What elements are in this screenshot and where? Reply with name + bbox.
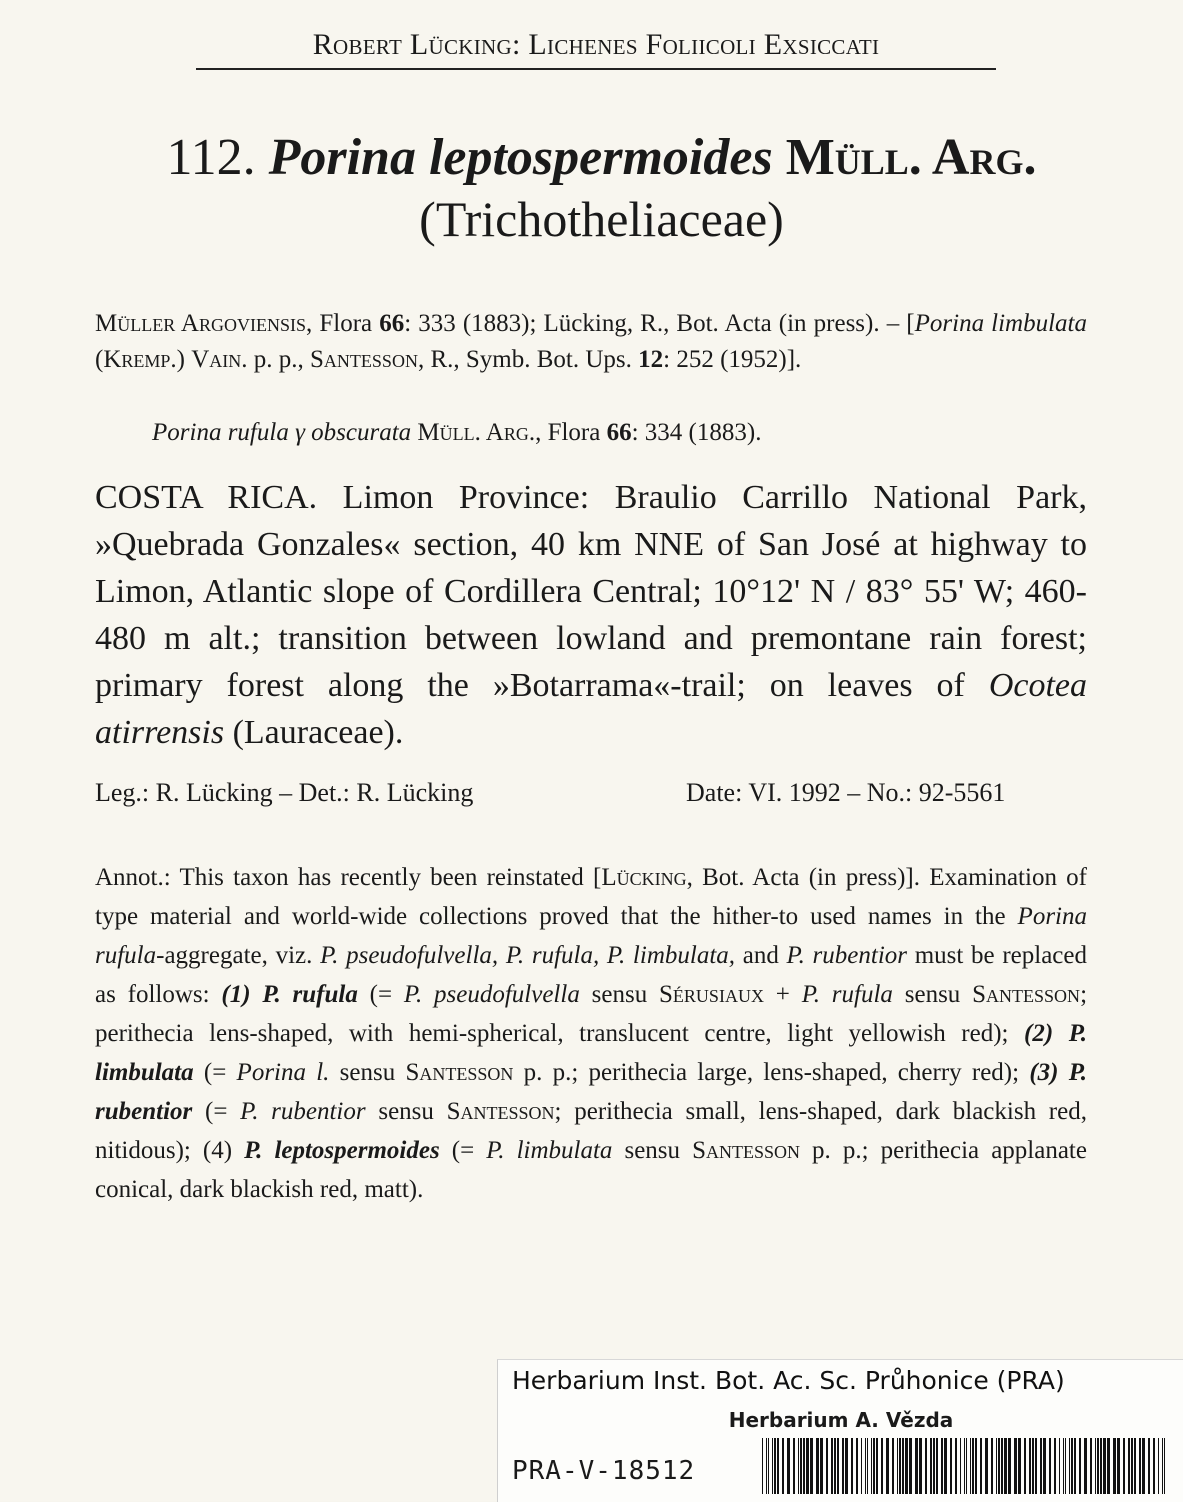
- specimen-code: PRA-V-18512: [512, 1456, 696, 1486]
- date-number-line: Date: VI. 1992 – No.: 92-5561: [686, 778, 1006, 807]
- barcode-icon: [762, 1438, 1168, 1494]
- synonymy-paragraph: [95, 306, 1087, 378]
- locality-text: COSTA RICA. Limon Province: Braulio Carrillo National Park, »Quebrada Gonzales« section, 40 km NNE of San José at highway to Limon, Atlantic slope of Cordillera Central; 10°12' N / 83° 55' W; 460-480 m alt.; transition between lowland and premontane rain forest; primary forest along the »Botarrama«-trail; on leaves of: [95, 479, 1087, 704]
- annot-text: sensu: [329, 1059, 406, 1086]
- annot-text: P. pseudofulvella, P. rufula, P. limbulata,: [320, 942, 736, 969]
- annot-text: ; perithecia small, lens-shaped, dark blackish red, nitidous); (4): [95, 1098, 1087, 1164]
- annot-text: (=: [439, 1137, 487, 1164]
- annot-text: Santesson: [972, 981, 1081, 1008]
- annot-text: Annot.: This taxon has recently been reinstated [: [95, 864, 602, 891]
- host-plant: Ocotea atirrensis: [95, 667, 1087, 751]
- locality-paragraph: [95, 474, 1087, 756]
- annot-text: P. rubentior: [240, 1098, 366, 1125]
- syn-text: Porina limbulata: [914, 310, 1087, 337]
- syn-text: Müller Argoviensis: [95, 310, 306, 337]
- herbarium-stamp: [497, 1359, 1183, 1502]
- syn-text: Vain.: [191, 346, 248, 373]
- annotation-paragraph: [95, 858, 1087, 1209]
- annot-text: -aggregate, viz.: [156, 942, 321, 969]
- institution-name: Herbarium Inst. Bot. Ac. Sc. Průhonice (PRA): [512, 1366, 1065, 1395]
- syn-text: , R., Symb. Bot. Ups.: [417, 346, 639, 373]
- annot-text: P. pseudofulvella: [403, 981, 580, 1008]
- annot-text: sensu: [579, 981, 660, 1008]
- annot-text: (=: [192, 1098, 241, 1125]
- annot-text: Sérusiaux: [659, 981, 764, 1008]
- syn-text: (: [95, 346, 104, 373]
- syn-text: , Flora: [535, 419, 607, 446]
- taxon-author: Müll. Arg.: [785, 129, 1037, 186]
- annot-text: , Bot. Acta (in press)]. Examination of type material and world-wide collections proved that the hither-to used names in the: [95, 864, 1087, 930]
- annot-text: sensu: [365, 1098, 447, 1125]
- syn-text: : 334 (1883).: [631, 419, 762, 446]
- annot-text: p. p.; perithecia applanate conical, dark blackish red, matt).: [95, 1137, 1087, 1203]
- collector-line: Leg.: R. Lücking – Det.: R. Lücking: [95, 778, 474, 807]
- annot-text: Santesson: [405, 1059, 514, 1086]
- syn-text: ): [176, 346, 192, 373]
- syn-text: 66: [606, 419, 632, 446]
- annot-text: must be replaced as follows:: [95, 942, 1087, 1008]
- annot-text: (=: [193, 1059, 237, 1086]
- syn-text: Kremp.: [103, 346, 177, 373]
- syn-text: 12: [638, 346, 664, 373]
- herbarium-name: Herbarium A. Vězda: [728, 1408, 954, 1432]
- syn-text: 66: [379, 310, 405, 337]
- annot-text: Santesson: [692, 1137, 800, 1164]
- annot-text: +: [763, 981, 802, 1008]
- family-name: (Trichotheliaceae): [419, 191, 784, 247]
- synonymy-line-2: [152, 419, 1092, 447]
- species-title: [60, 128, 1143, 188]
- annot-text: (=: [357, 981, 404, 1008]
- annot-text: P. rufula: [801, 981, 893, 1008]
- annot-text: P. limbulata: [486, 1137, 613, 1164]
- annot-text: Santesson: [446, 1098, 555, 1125]
- syn-text: : 333 (1883); Lücking, R., Bot. Acta (in press). – [: [404, 310, 915, 337]
- annot-text: Lücking: [601, 864, 687, 891]
- syn-text: , Flora: [306, 310, 380, 337]
- annot-text: ; perithecia lens-shaped, with hemi-spherical, translucent centre, light yellowish red);: [95, 981, 1088, 1047]
- taxon-name: Porina leptospermoides: [268, 129, 773, 186]
- annot-text: Porina rufula: [95, 903, 1087, 969]
- exsiccata-number: 112.: [166, 129, 256, 186]
- annot-text: P. rubentior: [786, 942, 907, 969]
- locality-text: (Lauraceae).: [224, 714, 404, 751]
- annot-text: P. leptospermoides: [244, 1137, 440, 1164]
- annot-text: (3) P. rubentior: [95, 1059, 1087, 1125]
- annot-text: (2) P. limbulata: [95, 1020, 1088, 1086]
- annot-text: p. p.; perithecia large, lens-shaped, cherry red);: [513, 1059, 1030, 1086]
- annot-text: and: [735, 942, 787, 969]
- syn-text: Santesson: [310, 346, 418, 373]
- annot-text: Porina l.: [236, 1059, 330, 1086]
- syn-text: p. p.,: [247, 346, 311, 373]
- annot-text: sensu: [892, 981, 973, 1008]
- syn-text: Porina rufula γ obscurata: [152, 419, 412, 446]
- annot-text: (1) P. rufula: [221, 981, 358, 1008]
- syn-text: : 252 (1952)].: [663, 346, 802, 373]
- syn-text: Müll. Arg.: [417, 419, 536, 446]
- annot-text: sensu: [612, 1137, 693, 1164]
- series-header: Robert Lücking: Lichenes Foliicoli Exsiccati: [196, 28, 996, 70]
